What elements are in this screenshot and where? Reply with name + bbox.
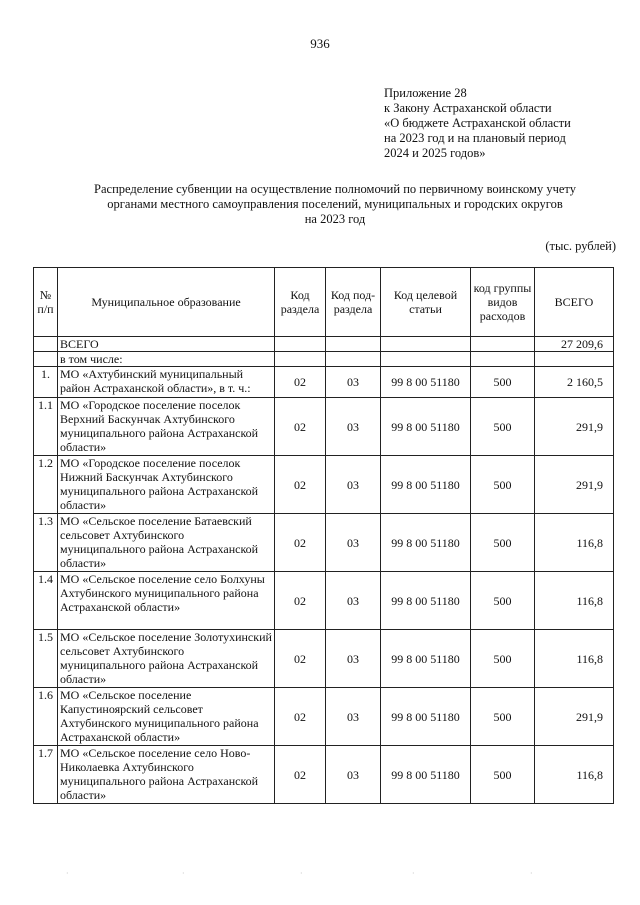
row-target: 99 8 00 51180: [381, 746, 471, 804]
table-cell: [471, 337, 535, 352]
appendix-line: «О бюджете Астраханской области: [384, 116, 571, 130]
row-target: 99 8 00 51180: [381, 456, 471, 514]
row-group: 500: [471, 688, 535, 746]
scan-mark: ·: [412, 869, 415, 878]
table-header-row: [34, 268, 614, 337]
row-subsection: 03: [326, 367, 381, 398]
row-section: 02: [275, 688, 326, 746]
row-subsection: 03: [326, 514, 381, 572]
row-name: МО «Городское поселение поселок Нижний Баскунчак Ахтубинского муниципального района Астраханской области»: [58, 456, 275, 514]
row-target: 99 8 00 51180: [381, 367, 471, 398]
row-num: 1.: [34, 367, 58, 398]
row-subsection: 03: [326, 456, 381, 514]
table-row: [34, 572, 614, 630]
table-cell: [34, 337, 58, 352]
row-name: МО «Сельское поселение Батаевский сельсовет Ахтубинского муниципального района Астраханской области»: [58, 514, 275, 572]
appendix-line: на 2023 год и на плановый период: [384, 131, 566, 145]
table-cell: [275, 337, 326, 352]
table-cell: [471, 352, 535, 367]
table-row: [34, 630, 614, 688]
total-label: ВСЕГО: [58, 337, 275, 352]
appendix-line: Приложение 28: [384, 86, 467, 100]
row-group: 500: [471, 572, 535, 630]
row-subsection: 03: [326, 688, 381, 746]
row-section: 02: [275, 572, 326, 630]
row-total: 116,8: [535, 514, 614, 572]
row-num: 1.3: [34, 514, 58, 572]
table-row: [34, 456, 614, 514]
row-name: МО «Ахтубинский муниципальный район Астраханской области», в т. ч.:: [58, 367, 275, 398]
row-name: МО «Сельское поселение Капустиноярский сельсовет Ахтубинского муниципального района Астраханской области»: [58, 688, 275, 746]
row-group: 500: [471, 367, 535, 398]
row-group: 500: [471, 630, 535, 688]
row-target: 99 8 00 51180: [381, 630, 471, 688]
scan-artifacts: [0, 855, 640, 895]
table-cell: [535, 352, 614, 367]
row-subsection: 03: [326, 630, 381, 688]
appendix-line: к Закону Астраханской области: [384, 101, 552, 115]
row-target: 99 8 00 51180: [381, 572, 471, 630]
table-cell: [381, 337, 471, 352]
title-line: органами местного самоуправления поселений, муниципальных и городских округов: [107, 197, 563, 211]
row-total: 116,8: [535, 630, 614, 688]
title-line: на 2023 год: [304, 212, 366, 226]
total-value: 27 209,6: [535, 337, 614, 352]
appendix-block: [384, 86, 624, 161]
row-section: 02: [275, 398, 326, 456]
row-group: 500: [471, 456, 535, 514]
row-name: МО «Сельское поселение село Ново-Николаевка Ахтубинского муниципального района Астраханской области»: [58, 746, 275, 804]
row-section: 02: [275, 630, 326, 688]
table-row: [34, 688, 614, 746]
table-cell: [34, 352, 58, 367]
row-total: 291,9: [535, 398, 614, 456]
subsidy-table: [33, 267, 614, 804]
row-num: 1.7: [34, 746, 58, 804]
row-name: МО «Городское поселение поселок Верхний Баскунчак Ахтубинского муниципального района Астраханской области»: [58, 398, 275, 456]
scan-mark: ·: [66, 869, 69, 878]
row-subsection: 03: [326, 746, 381, 804]
row-group: 500: [471, 746, 535, 804]
table-cell: [381, 352, 471, 367]
row-subsection: 03: [326, 572, 381, 630]
row-total: 116,8: [535, 746, 614, 804]
row-total: 291,9: [535, 688, 614, 746]
row-subsection: 03: [326, 398, 381, 456]
table-row: [34, 367, 614, 398]
header-subsection: Код под-раздела: [326, 268, 381, 337]
header-name: Муниципальное образование: [58, 268, 275, 337]
row-group: 500: [471, 398, 535, 456]
table-row: [34, 514, 614, 572]
page-number: 936: [310, 36, 330, 51]
row-section: 02: [275, 514, 326, 572]
row-num: 1.1: [34, 398, 58, 456]
table-cell: [326, 337, 381, 352]
appendix-line: 2024 и 2025 годов»: [384, 146, 486, 160]
header-group: код группы видов расходов: [471, 268, 535, 337]
row-section: 02: [275, 456, 326, 514]
table-cell: [275, 352, 326, 367]
row-name: МО «Сельское поселение Золотухинский сельсовет Ахтубинского муниципального района Астраханской области»: [58, 630, 275, 688]
subtitle-row: [34, 352, 614, 367]
row-target: 99 8 00 51180: [381, 514, 471, 572]
document-title: [40, 182, 630, 227]
table-row: [34, 398, 614, 456]
table-cell: [326, 352, 381, 367]
header-total: ВСЕГО: [535, 268, 614, 337]
row-total: 116,8: [535, 572, 614, 630]
units-label: (тыс. рублей): [545, 239, 616, 253]
header-num: № п/п: [34, 268, 58, 337]
row-total: 2 160,5: [535, 367, 614, 398]
scan-mark: ·: [530, 869, 533, 878]
row-num: 1.6: [34, 688, 58, 746]
scan-mark: ·: [182, 869, 185, 878]
table-row: [34, 746, 614, 804]
header-target: Код целевой статьи: [381, 268, 471, 337]
scan-mark: ·: [300, 869, 303, 878]
row-section: 02: [275, 367, 326, 398]
total-row: [34, 337, 614, 352]
row-num: 1.4: [34, 572, 58, 630]
row-group: 500: [471, 514, 535, 572]
row-total: 291,9: [535, 456, 614, 514]
row-name: МО «Сельское поселение село Болхуны Ахтубинского муниципального района Астраханской области»: [58, 572, 275, 630]
title-line: Распределение субвенции на осуществление полномочий по первичному воинскому учету: [94, 182, 576, 196]
header-section: Код раздела: [275, 268, 326, 337]
row-num: 1.2: [34, 456, 58, 514]
row-target: 99 8 00 51180: [381, 398, 471, 456]
row-section: 02: [275, 746, 326, 804]
subtitle-label: в том числе:: [58, 352, 275, 367]
row-num: 1.5: [34, 630, 58, 688]
row-target: 99 8 00 51180: [381, 688, 471, 746]
